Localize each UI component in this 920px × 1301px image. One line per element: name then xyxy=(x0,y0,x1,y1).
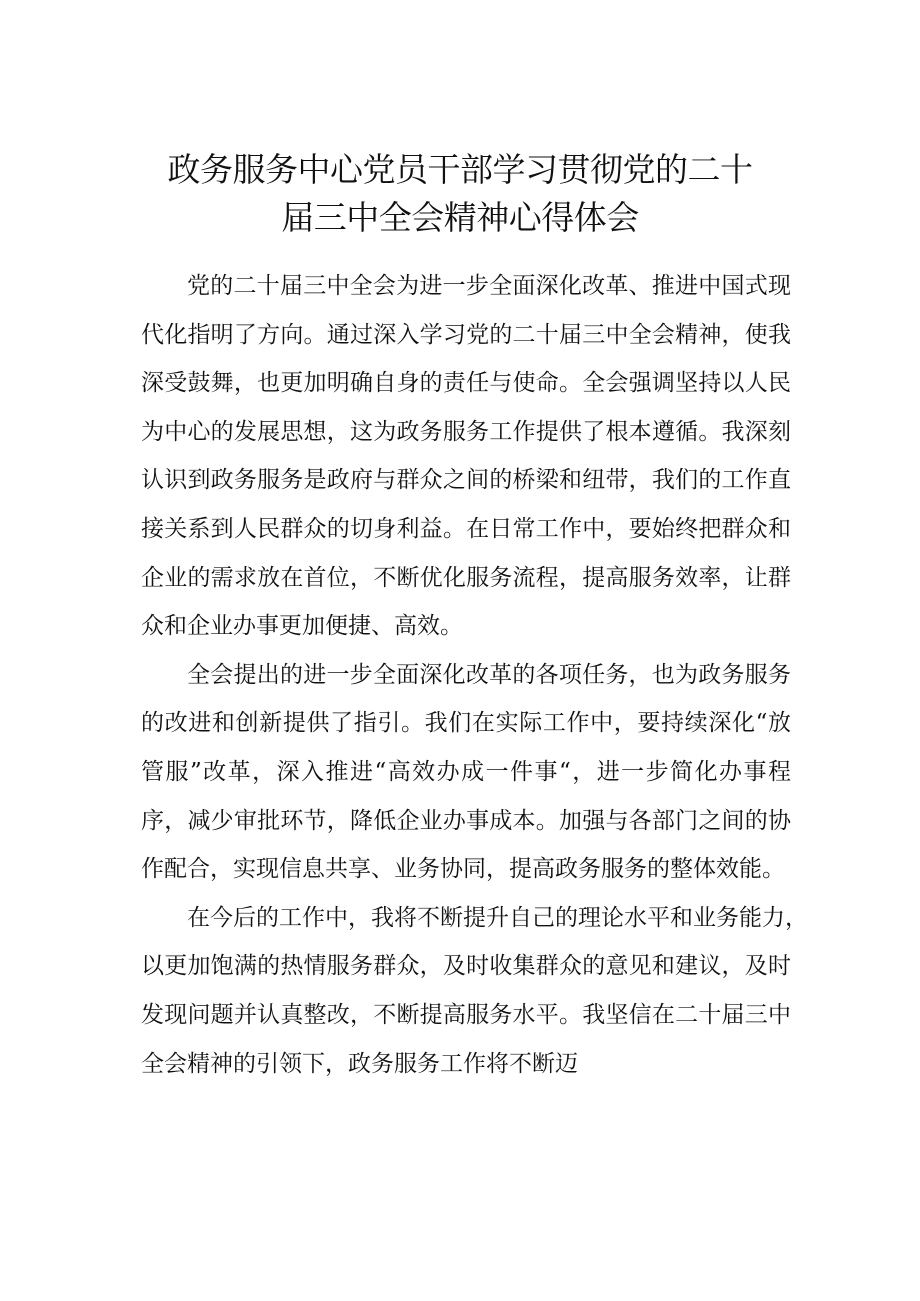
paragraph-line: 为中心的发展思想，这为政务服务工作提供了根本遵循。我深刻 xyxy=(141,418,791,445)
paragraph-line: 党的二十届三中全会为进一步全面深化改革、推进中国式现 xyxy=(187,273,791,299)
title-line-2: 届三中全会精神心得体会 xyxy=(281,198,639,237)
paragraph-line: 序，减少审批环节，降低企业办事成本。加强与各部门之间的协 xyxy=(141,807,791,834)
paragraph-line: 企业的需求放在首位，不断优化服务流程，提高服务效率，让群 xyxy=(141,564,791,591)
paragraph-line: 以更加饱满的热情服务群众，及时收集群众的意见和建议，及时 xyxy=(141,953,791,980)
paragraph-line: 管服”改革，深入推进“高效办成一件事“，进一步简化办事程 xyxy=(141,758,791,785)
title-line-1: 政务服务中心党员干部学习贯彻党的二十 xyxy=(167,150,753,189)
paragraph-line: 作配合，实现信息共享、业务协同，提高政务服务的整体效能。 xyxy=(141,856,785,883)
paragraph-line: 在今后的工作中，我将不断提升自己的理论水平和业务能力， xyxy=(187,904,808,931)
paragraph-line: 全会精神的引领下，政务服务工作将不断迈 xyxy=(141,1050,578,1077)
paragraph-line: 接关系到人民群众的切身利益。在日常工作中，要始终把群众和 xyxy=(141,515,791,542)
paragraph-line: 深受鼓舞，也更加明确自身的责任与使命。全会强调坚持以人民 xyxy=(141,370,791,397)
paragraph-3 xyxy=(141,894,808,1088)
document-title xyxy=(100,146,820,242)
paragraph-1 xyxy=(141,262,791,651)
paragraph-line: 代化指明了方向。通过深入学习党的二十届三中全会精神，使我 xyxy=(141,321,791,348)
paragraph-line: 全会提出的进一步全面深化改革的各项任务，也为政务服务 xyxy=(187,661,791,688)
paragraph-2 xyxy=(141,651,791,894)
document-body xyxy=(141,262,808,1088)
paragraph-line: 的改进和创新提供了指引。我们在实际工作中，要持续深化“放 xyxy=(141,710,791,737)
paragraph-line: 发现问题并认真整改，不断提高服务水平。我坚信在二十届三中 xyxy=(141,1001,791,1028)
paragraph-line: 认识到政务服务是政府与群众之间的桥梁和纽带，我们的工作直 xyxy=(141,467,791,494)
paragraph-line: 众和企业办事更加便捷、高效。 xyxy=(141,613,463,640)
